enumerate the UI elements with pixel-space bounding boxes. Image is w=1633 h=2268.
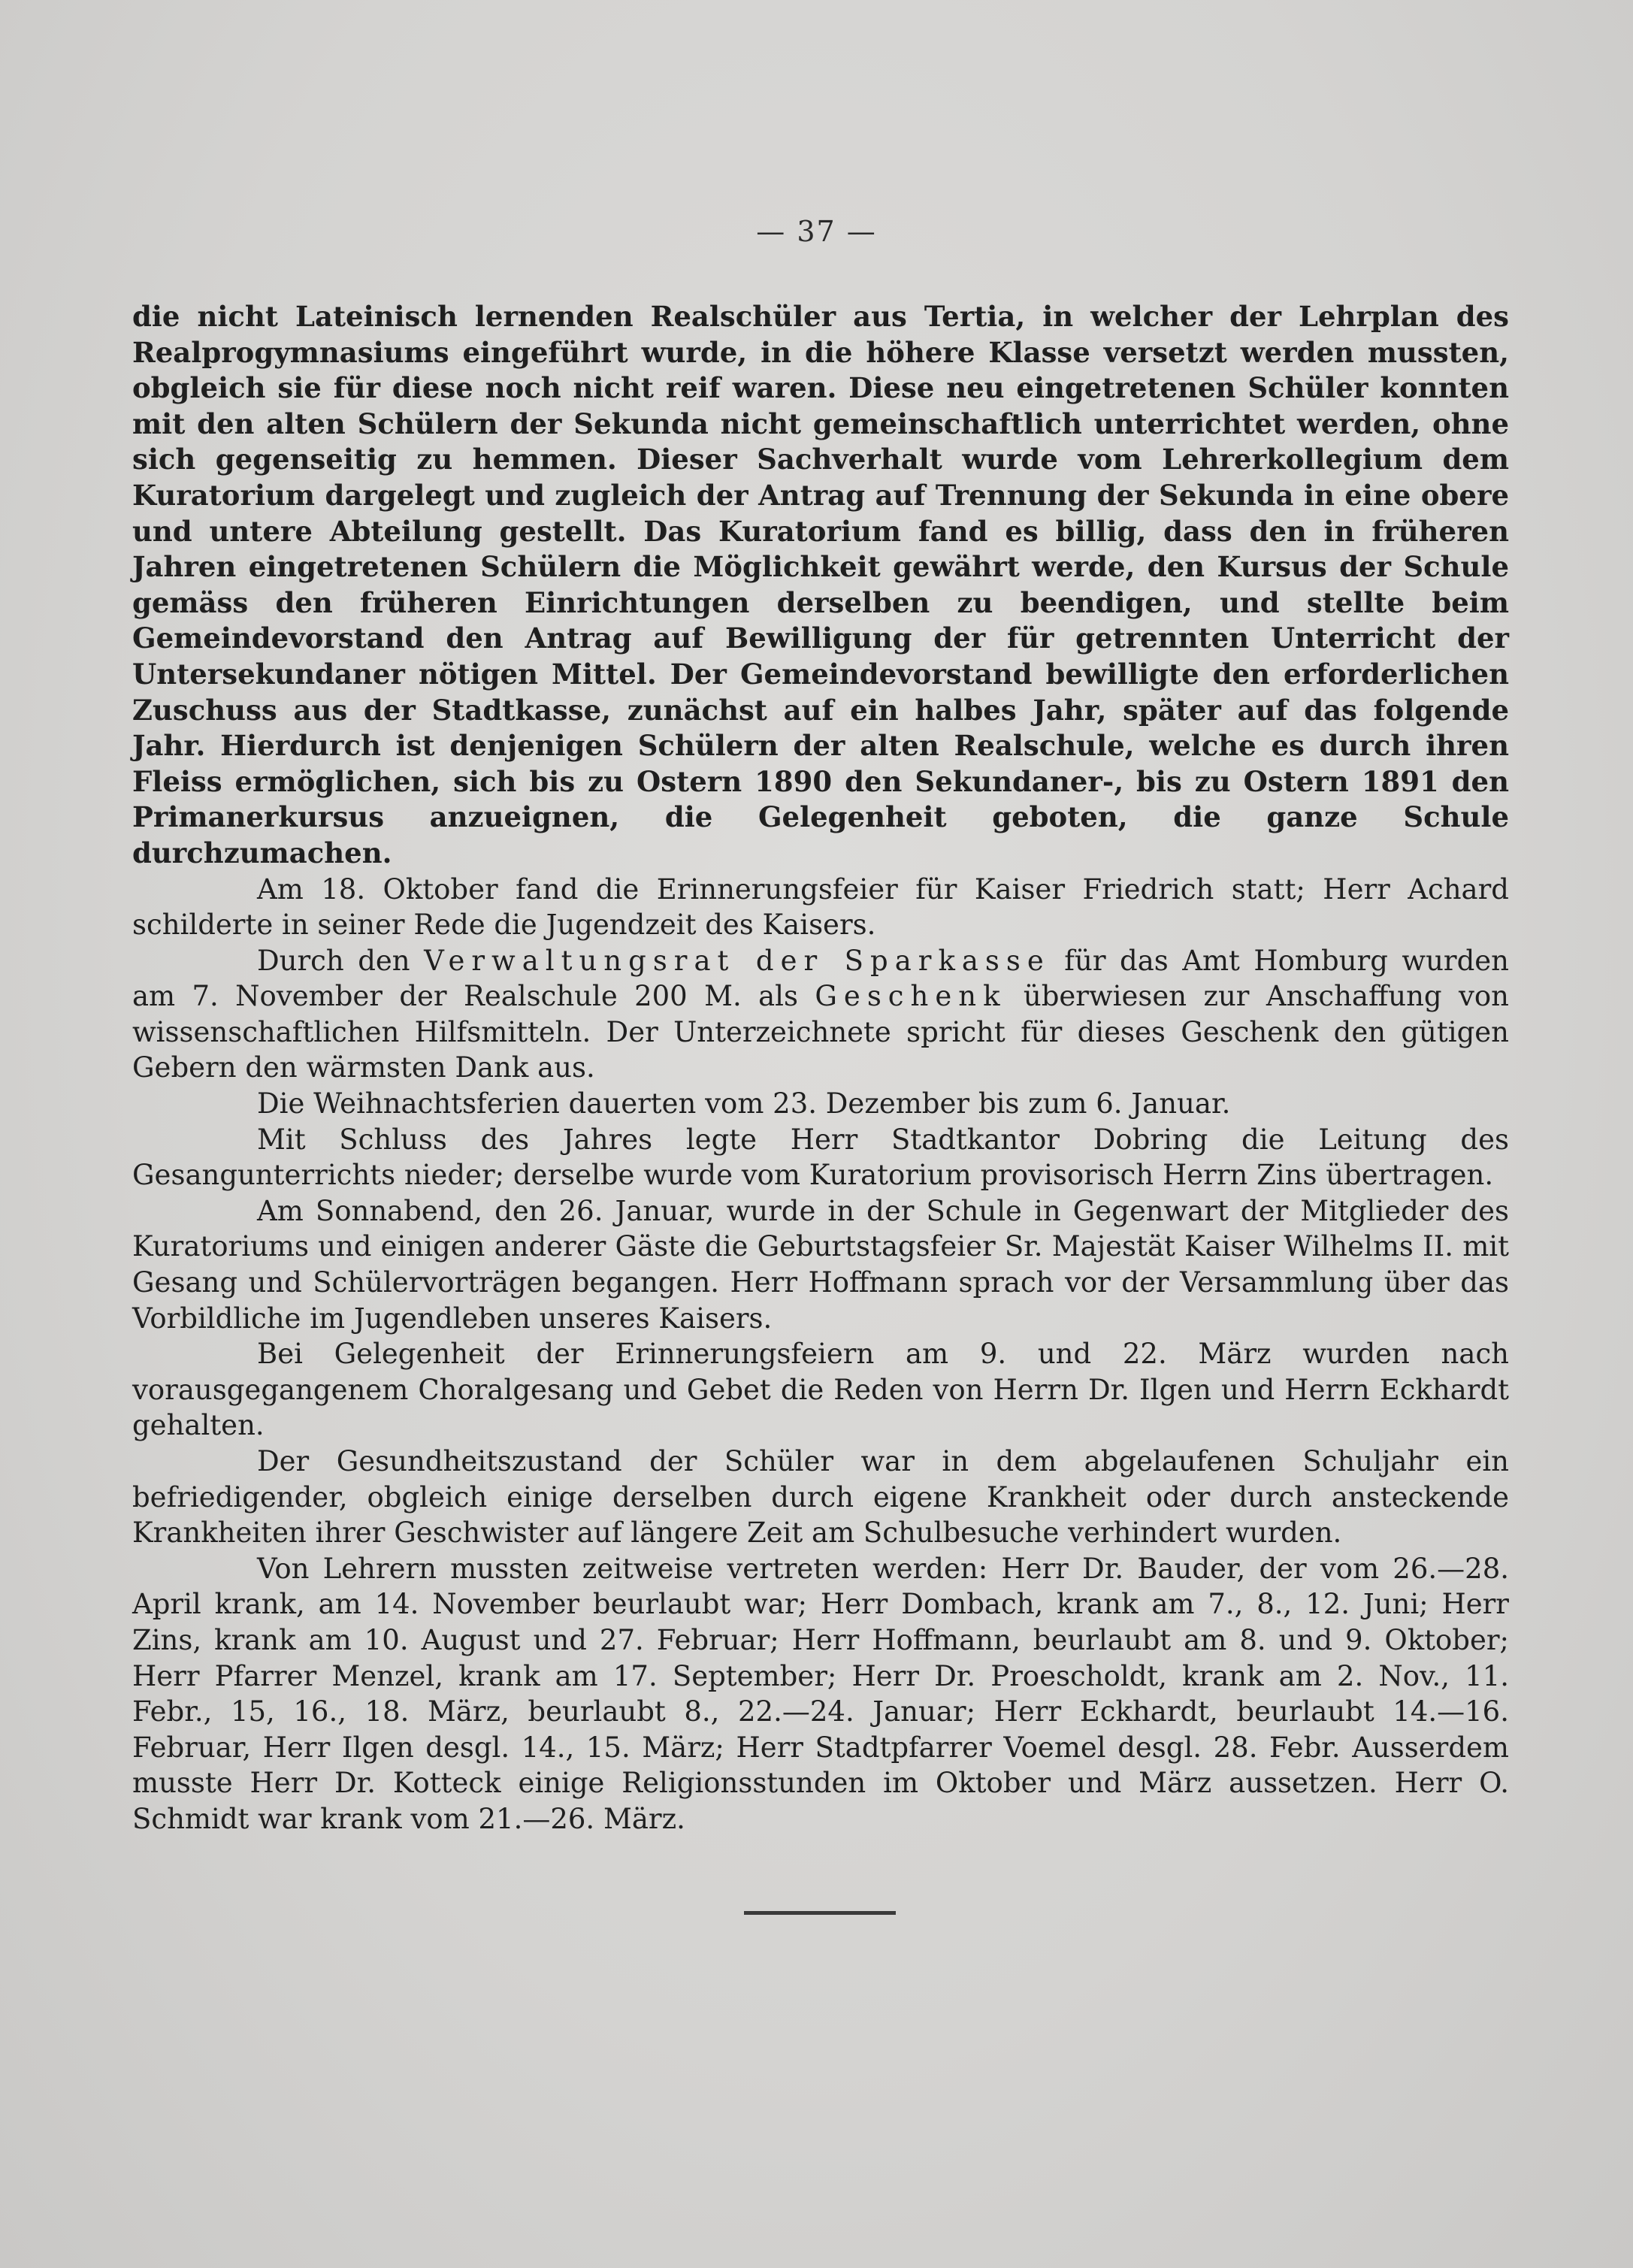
paragraph-gesangunterricht: Mit Schluss des Jahres legte Herr Stadtkantor Dobring die Leitung des Gesangunterrichts nieder; derselbe wurde vom Kuratorium provisorisch Herrn Zins übertragen. xyxy=(132,1123,1509,1192)
body-text xyxy=(132,299,1509,1837)
paragraph-vertretungen: Von Lehrern mussten zeitweise vertreten werden: Herr Dr. Bauder, der vom 26.—28. April krank, am 14. November beurlaubt war; Herr Dombach, krank am 7., 8., 12. Juni; Herr Zins, krank am 10. August und 27. Februar; Herr Hoffmann, beurlaubt am 8. und 9. Oktober; Herr Pfarrer Menzel, krank am 17. September; Herr Dr. Proescholdt, krank am 2. Nov., 11. Febr., 15, 16., 18. März, beurlaubt 8., 22.—24. Januar; Herr Eckhardt, beurlaubt 14.—16. Februar, Herr Ilgen desgl. 14., 15. März; Herr Stadtpfarrer Voemel desgl. 28. Febr. Ausserdem musste Herr Dr. Kotteck einige Religionsstunden im Oktober und März aussetzen. Herr O. Schmidt war krank vom 21.—26. März. xyxy=(132,1552,1509,1835)
paragraph-geschenk-sparkasse xyxy=(132,943,1509,1086)
paragraph-weihnachtsferien: Die Weihnachtsferien dauerten vom 23. Dezember bis zum 6. Januar. xyxy=(257,1087,1231,1120)
paragraph-realprogymnasium: die nicht Lateinisch lernenden Realschüler aus Tertia, in welcher der Lehrplan des Realprogymnasiums eingeführt wurde, in die höhere Klasse versetzt werden mussten, obgleich sie für diese noch nicht reif waren. Diese neu eingetretenen Schüler konnten mit den alten Schülern der Sekunda nicht gemeinschaftlich unterrichtet werden, ohne sich gegenseitig zu hemmen. Dieser Sachverhalt wurde vom Lehrerkollegium dem Kuratorium dargelegt und zugleich der Antrag auf Trennung der Sekunda in eine obere und untere Abteilung gestellt. Das Kuratorium fand es billig, dass den in früheren Jahren eingetretenen Schülern die Möglichkeit gewährt werde, den Kursus der Schule gemäss den früheren Einrichtungen derselben zu beendigen, und stellte beim Gemeindevorstand den Antrag auf Bewilligung der für getrennten Unterricht der Untersekundaner nötigen Mittel. Der Gemeindevorstand bewilligte den erforderlichen Zuschuss aus der Stadtkasse, zunächst auf ein halbes Jahr, später auf das folgende Jahr. Hierdurch ist denjenigen Schülern der alten Realschule, welche es durch ihren Fleiss ermöglichen, sich bis zu Ostern 1890 den Sekundaner-, bis zu Ostern 1891 den Primanerkursus anzueignen, die Gelegenheit geboten, die ganze Schule durchzumachen. xyxy=(132,300,1509,869)
paragraph-geburtstagsfeier: Am Sonnabend, den 26. Januar, wurde in der Schule in Gegenwart der Mitglieder des Kuratoriums und einigen anderer Gäste die Geburtstagsfeier Sr. Majestät Kaiser Wilhelms II. mit Gesang und Schülervorträgen begangen. Herr Hoffmann sprach vor der Versammlung über das Vorbildliche im Jugendleben unseres Kaisers. xyxy=(132,1194,1509,1335)
page-number: — 37 — xyxy=(756,215,877,248)
paragraph-geschenk-middle: für das Amt Homburg wurden am 7. November der Realschule 200 M. als xyxy=(132,944,1509,1013)
paragraph-geschenk-after: überwiesen zur Anschaffung von wissenschaftlichen Hilfsmitteln. Der Unterzeichnete spricht für dieses Geschenk den gütigen Gebern den wärmsten Dank aus. xyxy=(132,980,1509,1084)
paragraph-erinnerungsfeiern: Bei Gelegenheit der Erinnerungsfeiern am 9. und 22. März wurden nach vorausgegangenem Choralgesang und Gebet die Reden von Herrn Dr. Ilgen und Herrn Eckhardt gehalten. xyxy=(132,1338,1509,1442)
spaced-verwaltungsrat: Verwaltungsrat der Sparkasse xyxy=(424,944,1051,977)
spaced-geschenk: Geschenk xyxy=(815,980,1007,1013)
paragraph-kaiser-friedrich-feier: Am 18. Oktober fand die Erinnerungsfeier für Kaiser Friedrich statt; Herr Achard schilderte in seiner Rede die Jugendzeit des Kaisers. xyxy=(132,872,1509,942)
paragraph-gesundheitszustand: Der Gesundheitszustand der Schüler war in dem abgelaufenen Schuljahr ein befriedigender, obgleich einige derselben durch eigene Krankheit oder durch ansteckende Krankheiten ihrer Geschwister auf längere Zeit am Schulbesuche verhindert wurden. xyxy=(132,1445,1509,1550)
section-divider xyxy=(744,1911,896,1915)
paragraph-geschenk-before: Durch den xyxy=(257,944,425,977)
